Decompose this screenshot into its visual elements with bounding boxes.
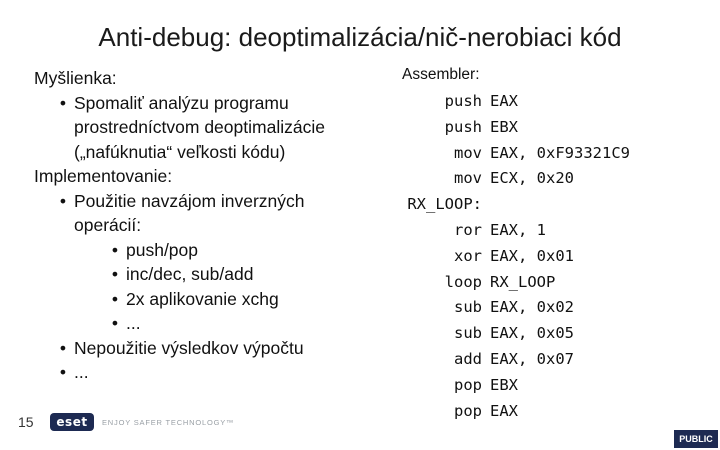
asm-row xyxy=(392,244,630,270)
bullet-nonuse: • Nepoužitie výsledkov výpočtu xyxy=(34,336,374,361)
bullet-dot: • xyxy=(59,190,67,211)
asm-instruction: pop xyxy=(454,401,482,420)
bullet-idea: • Spomaliť analýzu programu xyxy=(34,91,374,116)
asm-operands: EAX, 1 xyxy=(490,220,546,239)
asm-row xyxy=(392,373,630,399)
asm-row xyxy=(392,295,630,321)
asm-operands: EAX, 0x02 xyxy=(490,298,574,317)
sub-item: • inc/dec, sub/add xyxy=(34,262,374,287)
asm-instruction: pop xyxy=(454,375,482,394)
bullet-more: • ... xyxy=(34,360,374,385)
asm-operands: EAX, 0xF93321C9 xyxy=(490,143,630,162)
bullet-dot: • xyxy=(111,313,119,333)
bullet-idea-cont1: prostredníctvom deoptimalizácie xyxy=(74,117,325,137)
logo-tagline: ENJOY SAFER TECHNOLOGY™ xyxy=(102,418,235,427)
asm-operands: RX_LOOP xyxy=(490,272,556,291)
asm-row xyxy=(392,399,630,425)
asm-row xyxy=(392,218,630,244)
asm-row xyxy=(392,141,630,167)
bullet-dot: • xyxy=(59,362,67,382)
bullet-idea-cont2: („nafúknutia“ veľkosti kódu) xyxy=(74,141,286,162)
asm-operands: ECX, 0x20 xyxy=(490,169,574,188)
page-number: 15 xyxy=(18,414,34,430)
asm-row xyxy=(392,321,630,347)
asm-row xyxy=(392,115,630,141)
bullet-impl: • Použitie navzájom inverzných xyxy=(34,189,374,214)
asm-operands: EAX xyxy=(490,92,518,110)
bullet-dot: • xyxy=(59,92,67,113)
asm-instruction: mov xyxy=(454,143,482,162)
bullet-dot: • xyxy=(59,337,67,358)
asm-row xyxy=(392,270,630,296)
bullet-dot: • xyxy=(111,288,119,309)
asm-instruction: mov xyxy=(454,169,482,188)
sub-item: • ... xyxy=(34,311,374,336)
asm-instruction: sub xyxy=(454,324,482,343)
asm-operands: EAX, 0x05 xyxy=(490,324,574,343)
asm-instruction: push xyxy=(444,92,482,110)
asm-instruction: ror xyxy=(454,220,482,239)
asm-row xyxy=(392,192,630,218)
asm-operands: EBX xyxy=(490,117,518,136)
asm-row xyxy=(392,89,630,115)
asm-row xyxy=(392,166,630,192)
bullet-impl-cont: operácií: xyxy=(74,215,142,235)
asm-instruction: add xyxy=(454,349,482,368)
bullet-dot: • xyxy=(111,239,119,260)
assembler-label: Assembler: xyxy=(402,66,480,83)
bullet-dot: • xyxy=(111,264,119,284)
asm-label: RX_LOOP: xyxy=(407,195,482,214)
asm-operands: EAX xyxy=(490,401,518,420)
asm-instruction: loop xyxy=(444,272,482,291)
heading-implementation: Implementovanie: xyxy=(34,166,173,186)
heading-idea: Myšlienka: xyxy=(34,68,117,88)
sub-item: • 2x aplikovanie xchg xyxy=(34,287,374,312)
asm-operands: EBX xyxy=(490,375,518,394)
asm-instruction: xor xyxy=(454,246,482,265)
asm-instruction: sub xyxy=(454,298,482,317)
slide-title: Anti-debug: deoptimalizácia/nič-nerobiaci kód xyxy=(98,22,622,52)
sub-item: • push/pop xyxy=(34,238,374,263)
eset-logo: eset xyxy=(50,413,94,431)
asm-operands: EAX, 0x07 xyxy=(490,349,574,368)
asm-row xyxy=(392,347,630,373)
content-left xyxy=(34,66,374,385)
assembler-code xyxy=(392,89,630,424)
asm-operands: EAX, 0x01 xyxy=(490,246,574,265)
classification-badge: PUBLIC xyxy=(674,430,718,448)
asm-instruction: push xyxy=(444,117,482,136)
